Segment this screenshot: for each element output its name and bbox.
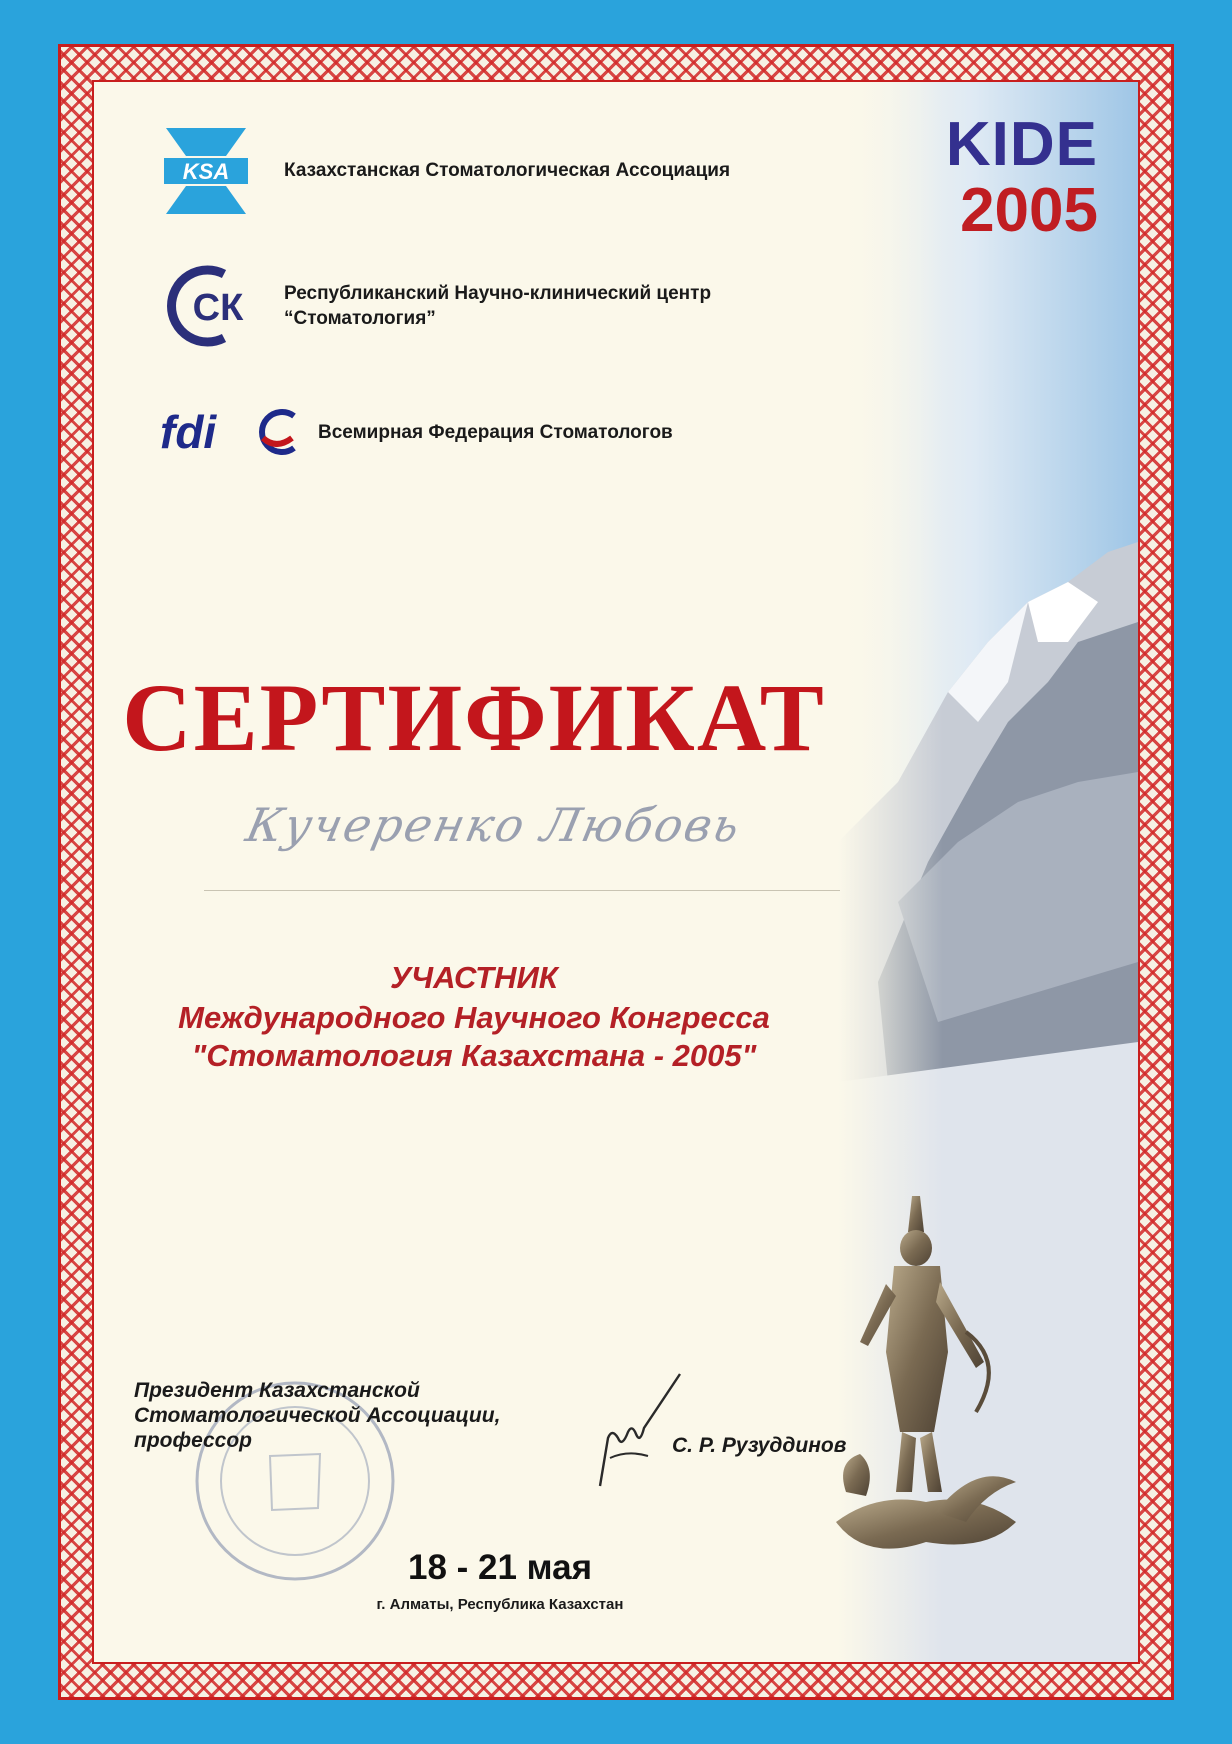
president-title-line3: профессор [134, 1429, 253, 1452]
event-badge [945, 110, 1098, 245]
org-row-stomatology-center [160, 262, 711, 350]
golden-warrior-statue-icon [816, 1192, 1026, 1612]
event-badge-year: 2005 [960, 176, 1098, 245]
president-title-line2: Стоматологической Ассоциации, [134, 1404, 501, 1427]
certificate-title: СЕРТИФИКАТ [122, 664, 826, 771]
org-row-ksa [160, 122, 730, 218]
participant-role: УЧАСТНИК [390, 960, 558, 995]
president-title [134, 1378, 500, 1453]
signature-icon [584, 1368, 694, 1498]
org-name-stomatology-center-line2: “Стоматология” [284, 308, 436, 329]
event-date: 18 - 21 мая [407, 1548, 592, 1587]
org-name-stomatology-center-line1: Республиканский Научно-клинический центр [284, 283, 712, 304]
fdi-logo-text: fdi [160, 406, 217, 458]
org-name-fdi: Всемирная Федерация Стоматологов [318, 421, 673, 443]
certificate-body [94, 82, 1138, 1662]
ksa-logo-icon [160, 122, 252, 218]
fdi-logo-icon [160, 404, 300, 460]
event-name-line2: "Стоматология Казахстана - 2005" [191, 1038, 757, 1073]
event-name-line1: Международного Научного Конгресса [178, 1000, 770, 1035]
event-place: г. Алматы, Республика Казахстан [376, 1596, 624, 1613]
recipient-name-handwritten: Кучеренко Любовь [241, 798, 747, 852]
event-badge-title: KIDE [945, 110, 1098, 179]
signatory-name: С. Р. Рузуддинов [672, 1434, 847, 1457]
ksa-logo-text: KSA [182, 159, 230, 184]
org-name-ksa: Казахстанская Стоматологическая Ассоциация [284, 159, 731, 181]
stomatology-center-logo-icon [160, 262, 252, 350]
org-row-fdi [160, 404, 673, 460]
recipient-underline [204, 890, 840, 891]
president-title-line1: Президент Казахстанской [134, 1379, 420, 1402]
stomatology-center-logo-text: СК [192, 287, 244, 329]
